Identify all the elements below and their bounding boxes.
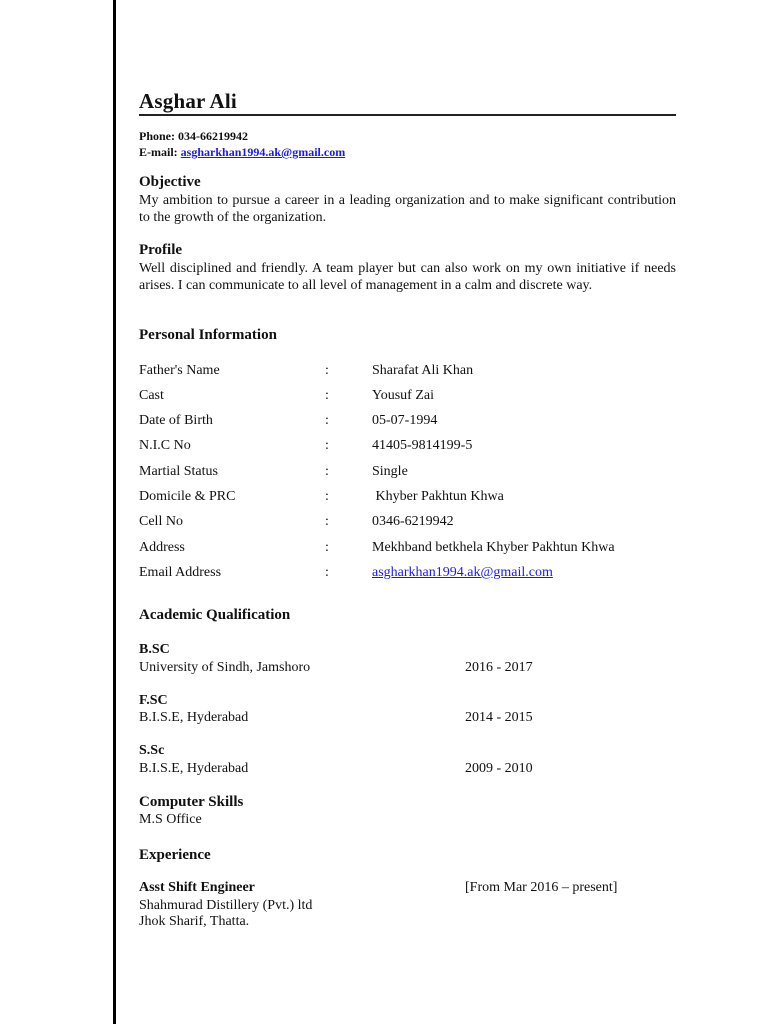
info-row (139, 489, 676, 509)
info-label: Cast (139, 388, 164, 403)
phone-line (139, 129, 248, 144)
info-row (139, 363, 676, 383)
applicant-name: Asghar Ali (139, 89, 237, 113)
info-value: Single (372, 464, 408, 479)
info-separator: : (325, 464, 329, 479)
info-separator: : (325, 565, 329, 580)
info-row (139, 540, 676, 560)
info-separator: : (325, 413, 329, 428)
info-row (139, 514, 676, 534)
info-value: 0346-6219942 (372, 514, 454, 529)
name-divider (139, 114, 676, 116)
info-value: 41405-9814199-5 (372, 438, 473, 453)
degree-title: F.SC (139, 693, 168, 708)
info-label: Address (139, 540, 185, 555)
info-value: 05-07-1994 (372, 413, 438, 428)
info-separator: : (325, 388, 329, 403)
info-separator: : (325, 438, 329, 453)
computer-skills-heading: Computer Skills (139, 794, 244, 810)
phone-label: Phone: (139, 129, 175, 143)
info-separator: : (325, 514, 329, 529)
objective-heading: Objective (139, 174, 201, 190)
info-value: Sharafat Ali Khan (372, 363, 474, 378)
institution: University of Sindh, Jamshoro (139, 660, 311, 675)
academic-heading: Academic Qualification (139, 607, 291, 623)
email-label: E-mail: (139, 145, 178, 159)
info-value: Mekhband betkhela Khyber Pakhtun Khwa (372, 540, 615, 555)
objective-text: My ambition to pursue a career in a leading organization and to make significant contribution to the growth of the organization. (139, 193, 676, 225)
email-address-link[interactable]: asgharkhan1994.ak@gmail.com (372, 565, 553, 580)
info-row (139, 464, 676, 484)
info-separator: : (325, 489, 329, 504)
profile-heading: Profile (139, 242, 183, 258)
institution: B.I.S.E, Hyderabad (139, 710, 249, 725)
margin-rule (113, 0, 116, 1024)
profile-text: Well disciplined and friendly. A team player but can also work on my own initiative if needs arises. I can communicate to all level of management in a calm and discrete way. (139, 261, 676, 293)
info-label: Email Address (139, 565, 222, 580)
info-row (139, 388, 676, 408)
email-line (139, 145, 345, 160)
info-row (139, 438, 676, 458)
job-period: [From Mar 2016 – present] (465, 880, 618, 895)
info-separator: : (325, 363, 329, 378)
company-name: Shahmurad Distillery (Pvt.) ltd (139, 898, 313, 913)
info-value: Khyber Pakhtun Khwa (372, 489, 504, 504)
info-separator: : (325, 540, 329, 555)
info-label: Domicile & PRC (139, 489, 236, 504)
degree-years: 2014 - 2015 (465, 710, 533, 725)
info-label: Martial Status (139, 464, 218, 479)
info-label: Cell No (139, 514, 183, 529)
info-row (139, 413, 676, 433)
computer-skills-text: M.S Office (139, 812, 202, 827)
email-link[interactable]: asgharkhan1994.ak@gmail.com (180, 145, 346, 159)
degree-years: 2009 - 2010 (465, 761, 533, 776)
info-label: N.I.C No (139, 438, 191, 453)
company-location: Jhok Sharif, Thatta. (139, 914, 250, 929)
experience-heading: Experience (139, 847, 211, 863)
job-title: Asst Shift Engineer (139, 880, 255, 895)
institution: B.I.S.E, Hyderabad (139, 761, 249, 776)
personal-info-heading: Personal Information (139, 327, 277, 343)
degree-years: 2016 - 2017 (465, 660, 533, 675)
info-value: Yousuf Zai (372, 388, 434, 403)
phone-value: 034-66219942 (178, 129, 248, 143)
info-label: Father's Name (139, 363, 220, 378)
degree-title: S.Sc (139, 743, 165, 758)
info-label: Date of Birth (139, 413, 213, 428)
info-row (139, 565, 676, 585)
degree-title: B.SC (139, 642, 170, 657)
